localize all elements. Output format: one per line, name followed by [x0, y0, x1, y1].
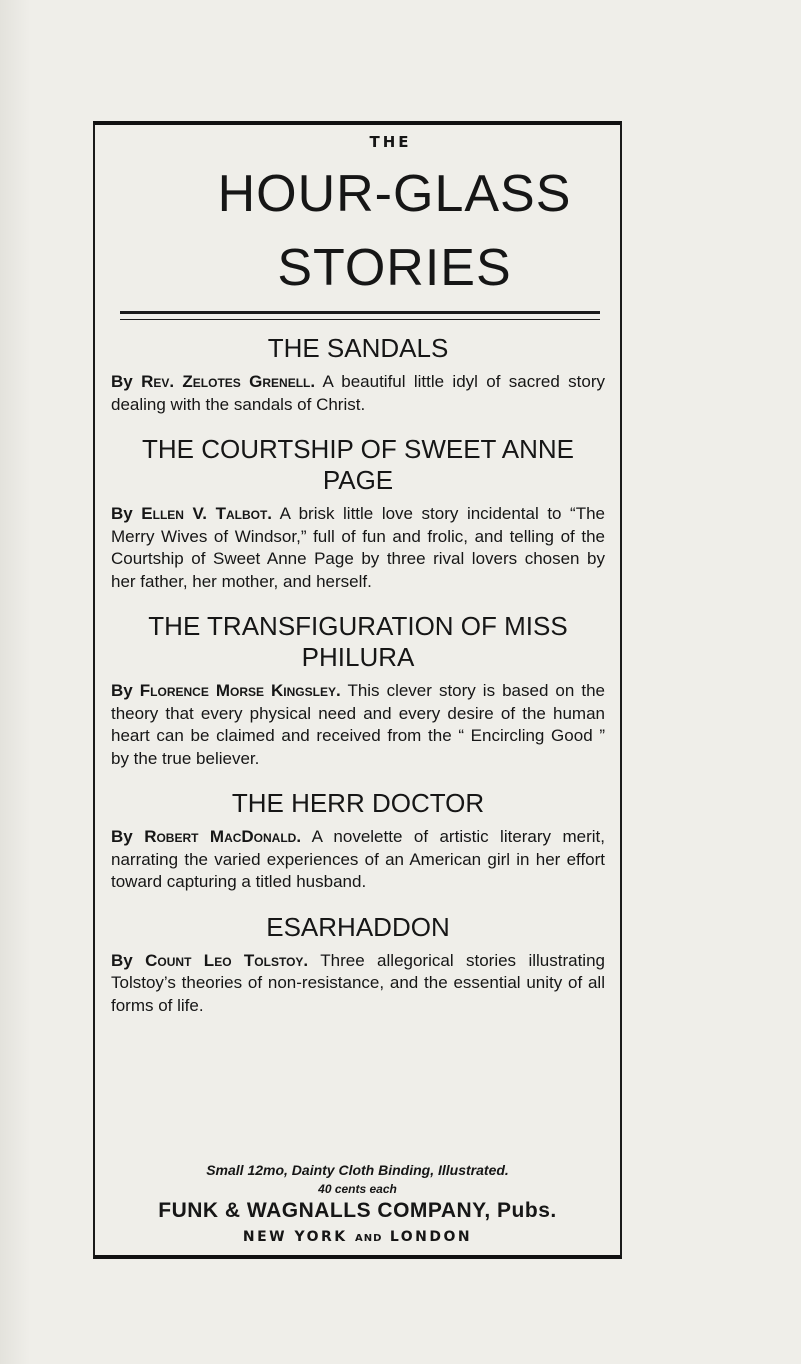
story-author: Rev. Zelotes Grenell.	[141, 372, 316, 391]
publisher-cities	[93, 1229, 622, 1245]
story-title: THE HERR DOCTOR	[231, 788, 485, 818]
story-entry	[108, 788, 608, 894]
story-author: Count Leo Tolstoy.	[145, 950, 309, 970]
city-new-york: NEW YORK	[242, 1229, 348, 1245]
pricing-format: Small 12mo, Dainty Cloth Binding, Illustrated.	[206, 1162, 509, 1178]
by-label: By	[111, 681, 133, 700]
story-blurb: A brisk little love story incidental to “The Merry Wives of Windsor,” full of fun and frolic, and telling of the Courtship of Sweet Anne Page by three rival lovers chosen by her father, her mother, and herself.	[111, 504, 605, 591]
header-rule-thin	[120, 319, 600, 320]
story-description	[108, 371, 608, 416]
story-author: Ellen V. Talbot.	[141, 504, 273, 523]
series-article: THE	[369, 133, 412, 151]
story-description	[108, 826, 608, 894]
story-blurb: Three allegorical stories illustrating Tolstoy’s theories of non-resistance, and the essential unity of all forms of life.	[111, 950, 605, 1015]
story-description	[108, 950, 608, 1018]
story-blurb: A novelette of artistic literary merit, narrating the varied experiences of an American girl in her effort toward capturing a titled husband.	[111, 827, 605, 891]
story-blurb: A beautiful little idyl of sacred story dealing with the sandals of Christ.	[111, 372, 605, 414]
by-label: By	[111, 950, 133, 970]
pricing-price: 40 cents each	[318, 1182, 397, 1196]
story-title: THE TRANSFIGURATION OF MISS PHILURA	[148, 611, 568, 672]
story-entry	[108, 912, 608, 1018]
header-rule-thick	[120, 311, 600, 314]
by-label: By	[111, 372, 133, 391]
publisher-name: FUNK & WAGNALLS COMPANY, Pubs.	[158, 1199, 557, 1222]
story-description	[108, 503, 608, 593]
story-entry	[108, 611, 608, 770]
story-entry	[108, 434, 608, 593]
by-label: By	[111, 504, 133, 523]
series-title-line1: HOUR-GLASS	[217, 165, 572, 223]
by-label: By	[111, 827, 133, 846]
story-description	[108, 680, 608, 770]
story-title: THE SANDALS	[267, 333, 449, 363]
story-entry	[108, 333, 608, 416]
story-title: ESARHADDON	[266, 911, 450, 942]
cities-conjunction: AND	[355, 1233, 383, 1244]
story-blurb: This clever story is based on the theory that every physical need and every desire of the human heart can be claimed and received from the “ Encircling Good ” by the true believer.	[111, 681, 605, 768]
story-title: THE COURTSHIP OF SWEET ANNE PAGE	[142, 434, 574, 495]
story-author: Robert MacDonald.	[144, 827, 302, 846]
series-title-line2: STORIES	[277, 239, 512, 297]
city-london: LONDON	[389, 1229, 473, 1245]
story-author: Florence Morse Kingsley.	[139, 681, 341, 700]
story-list	[108, 333, 608, 1017]
